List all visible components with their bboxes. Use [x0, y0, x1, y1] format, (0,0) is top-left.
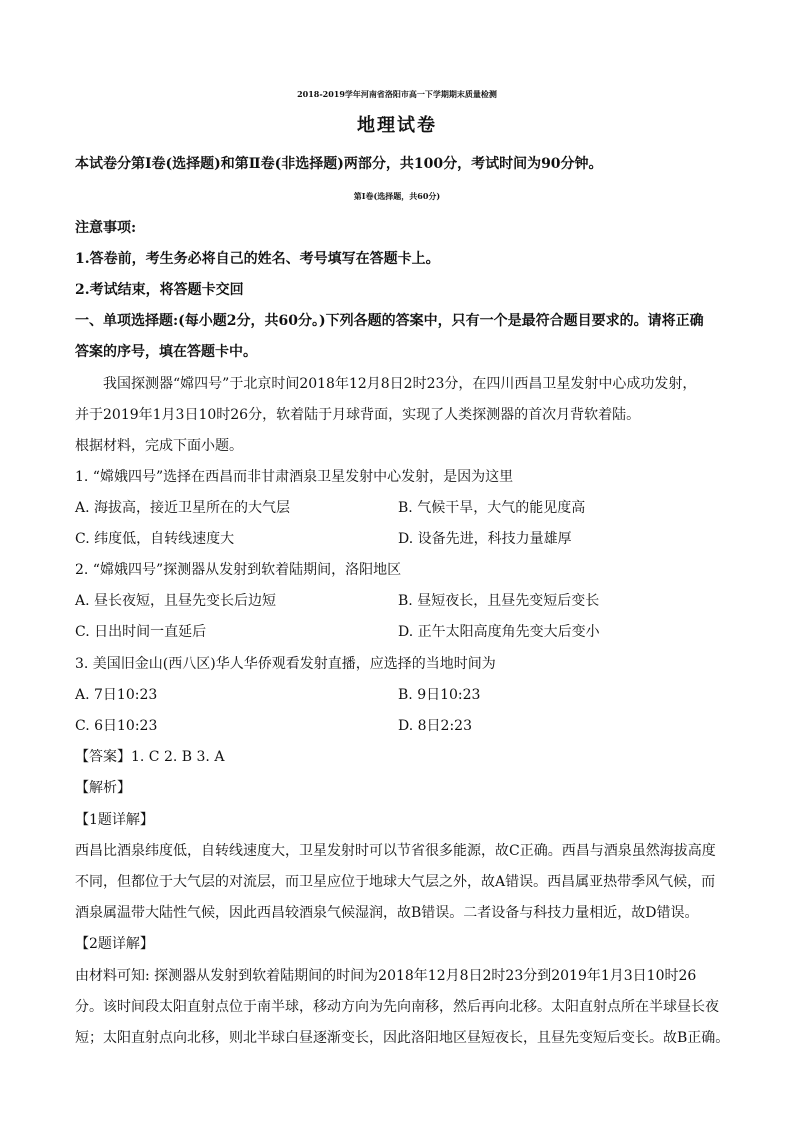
question-3-option-d: D. 8日2:23	[398, 718, 472, 734]
question-1-option-c: C. 纬度低，自转线速度大	[75, 531, 235, 547]
page-title: 地理试卷	[357, 115, 437, 136]
question-1-stem: 1. “嫦娥四号”选择在西昌而非甘肃酒泉卫星发射中心发射，是因为这里	[75, 469, 514, 485]
question-3-stem: 3. 美国旧金山(西八区)华人华侨观看发射直播，应选择的当地时间为	[75, 656, 496, 672]
notice-item-2: 2.考试结束，将答题卡交回	[75, 282, 244, 298]
detail-1-line-3: 酒泉属温带大陆性气候，因此西昌较酒泉气候湿润，故B错误。二者设备与科技力量相近，故D错误。	[75, 905, 699, 921]
material-prompt: 根据材料，完成下面小题。	[75, 438, 243, 454]
question-3-option-c: C. 6日10:23	[75, 718, 158, 734]
detail-1-line-1: 西昌比酒泉纬度低，自转线速度大，卫星发射时可以节省很多能源，故C正确。西昌与酒泉虽然海拔高度	[75, 843, 716, 859]
material-line-1: 我国探测器“嫦四号”于北京时间2018年12月8日2时23分，在四川西昌卫星发射中心成功发射，	[103, 376, 697, 392]
question-2-stem: 2. “嫦娥四号”探测器从发射到软着陆期间，洛阳地区	[75, 562, 402, 578]
answer-line: 【答案】1. C 2. B 3. A	[75, 749, 225, 765]
question-3-option-a: A. 7日10:23	[75, 687, 158, 703]
instruction-line-2: 答案的序号，填在答题卡中。	[75, 344, 257, 360]
instruction-line-1: 一、单项选择题:(每小题2分，共60分。)下列各题的答案中，只有一个是最符合题目要求的。请将正确	[75, 313, 704, 329]
detail-1-heading: 【1题详解】	[75, 812, 154, 828]
notice-heading: 注意事项:	[75, 220, 137, 236]
notice-item-1: 1.答卷前，考生务必将自己的姓名、考号填写在答题卡上。	[75, 251, 440, 267]
question-3-option-b: B. 9日10:23	[398, 687, 481, 703]
question-2-option-b: B. 昼短夜长，且昼先变短后变长	[398, 593, 600, 609]
exam-subtitle: 2018-2019学年河南省洛阳市高一下学期期末质量检测	[297, 89, 497, 99]
question-1-option-d: D. 设备先进，科技力量雄厚	[398, 531, 572, 547]
question-1-option-b: B. 气候干旱，大气的能见度高	[398, 500, 586, 516]
material-line-2: 并于2019年1月3日10时26分，软着陆于月球背面，实现了人类探测器的首次月背软着陆。	[75, 407, 641, 423]
detail-2-line-2: 分。该时间段太阳直射点位于南半球，移动方向为先向南移，然后再向北移。太阳直射点所在半球昼长夜	[75, 999, 719, 1015]
detail-2-line-3: 短；太阳直射点向北移，则北半球白昼逐渐变长，因此洛阳地区昼短夜长，且昼先变短后变长。故B正确。	[75, 1030, 730, 1046]
section-title: 第Ⅰ卷(选择题，共60分)	[353, 191, 441, 201]
detail-2-line-1: 由材料可知: 探测器从发射到软着陆期间的时间为2018年12月8日2时23分到2019年1月3日10时26	[75, 968, 697, 984]
question-1-option-a: A. 海拔高，接近卫星所在的大气层	[75, 500, 291, 516]
question-2-option-d: D. 正午太阳高度角先变大后变小	[398, 624, 600, 640]
question-2-option-c: C. 日出时间一直延后	[75, 624, 207, 640]
detail-2-heading: 【2题详解】	[75, 936, 154, 952]
question-2-option-a: A. 昼长夜短，且昼先变长后边短	[75, 593, 277, 609]
detail-1-line-2: 不同，但都位于大气层的对流层，而卫星应位于地球大气层之外，故A错误。西昌属亚热带季风气候，而	[75, 874, 716, 890]
exam-info: 本试卷分第Ⅰ卷(选择题)和第Ⅱ卷(非选择题)两部分，共100分，考试时间为90分钟。	[75, 156, 603, 172]
analysis-heading: 【解析】	[75, 780, 131, 796]
